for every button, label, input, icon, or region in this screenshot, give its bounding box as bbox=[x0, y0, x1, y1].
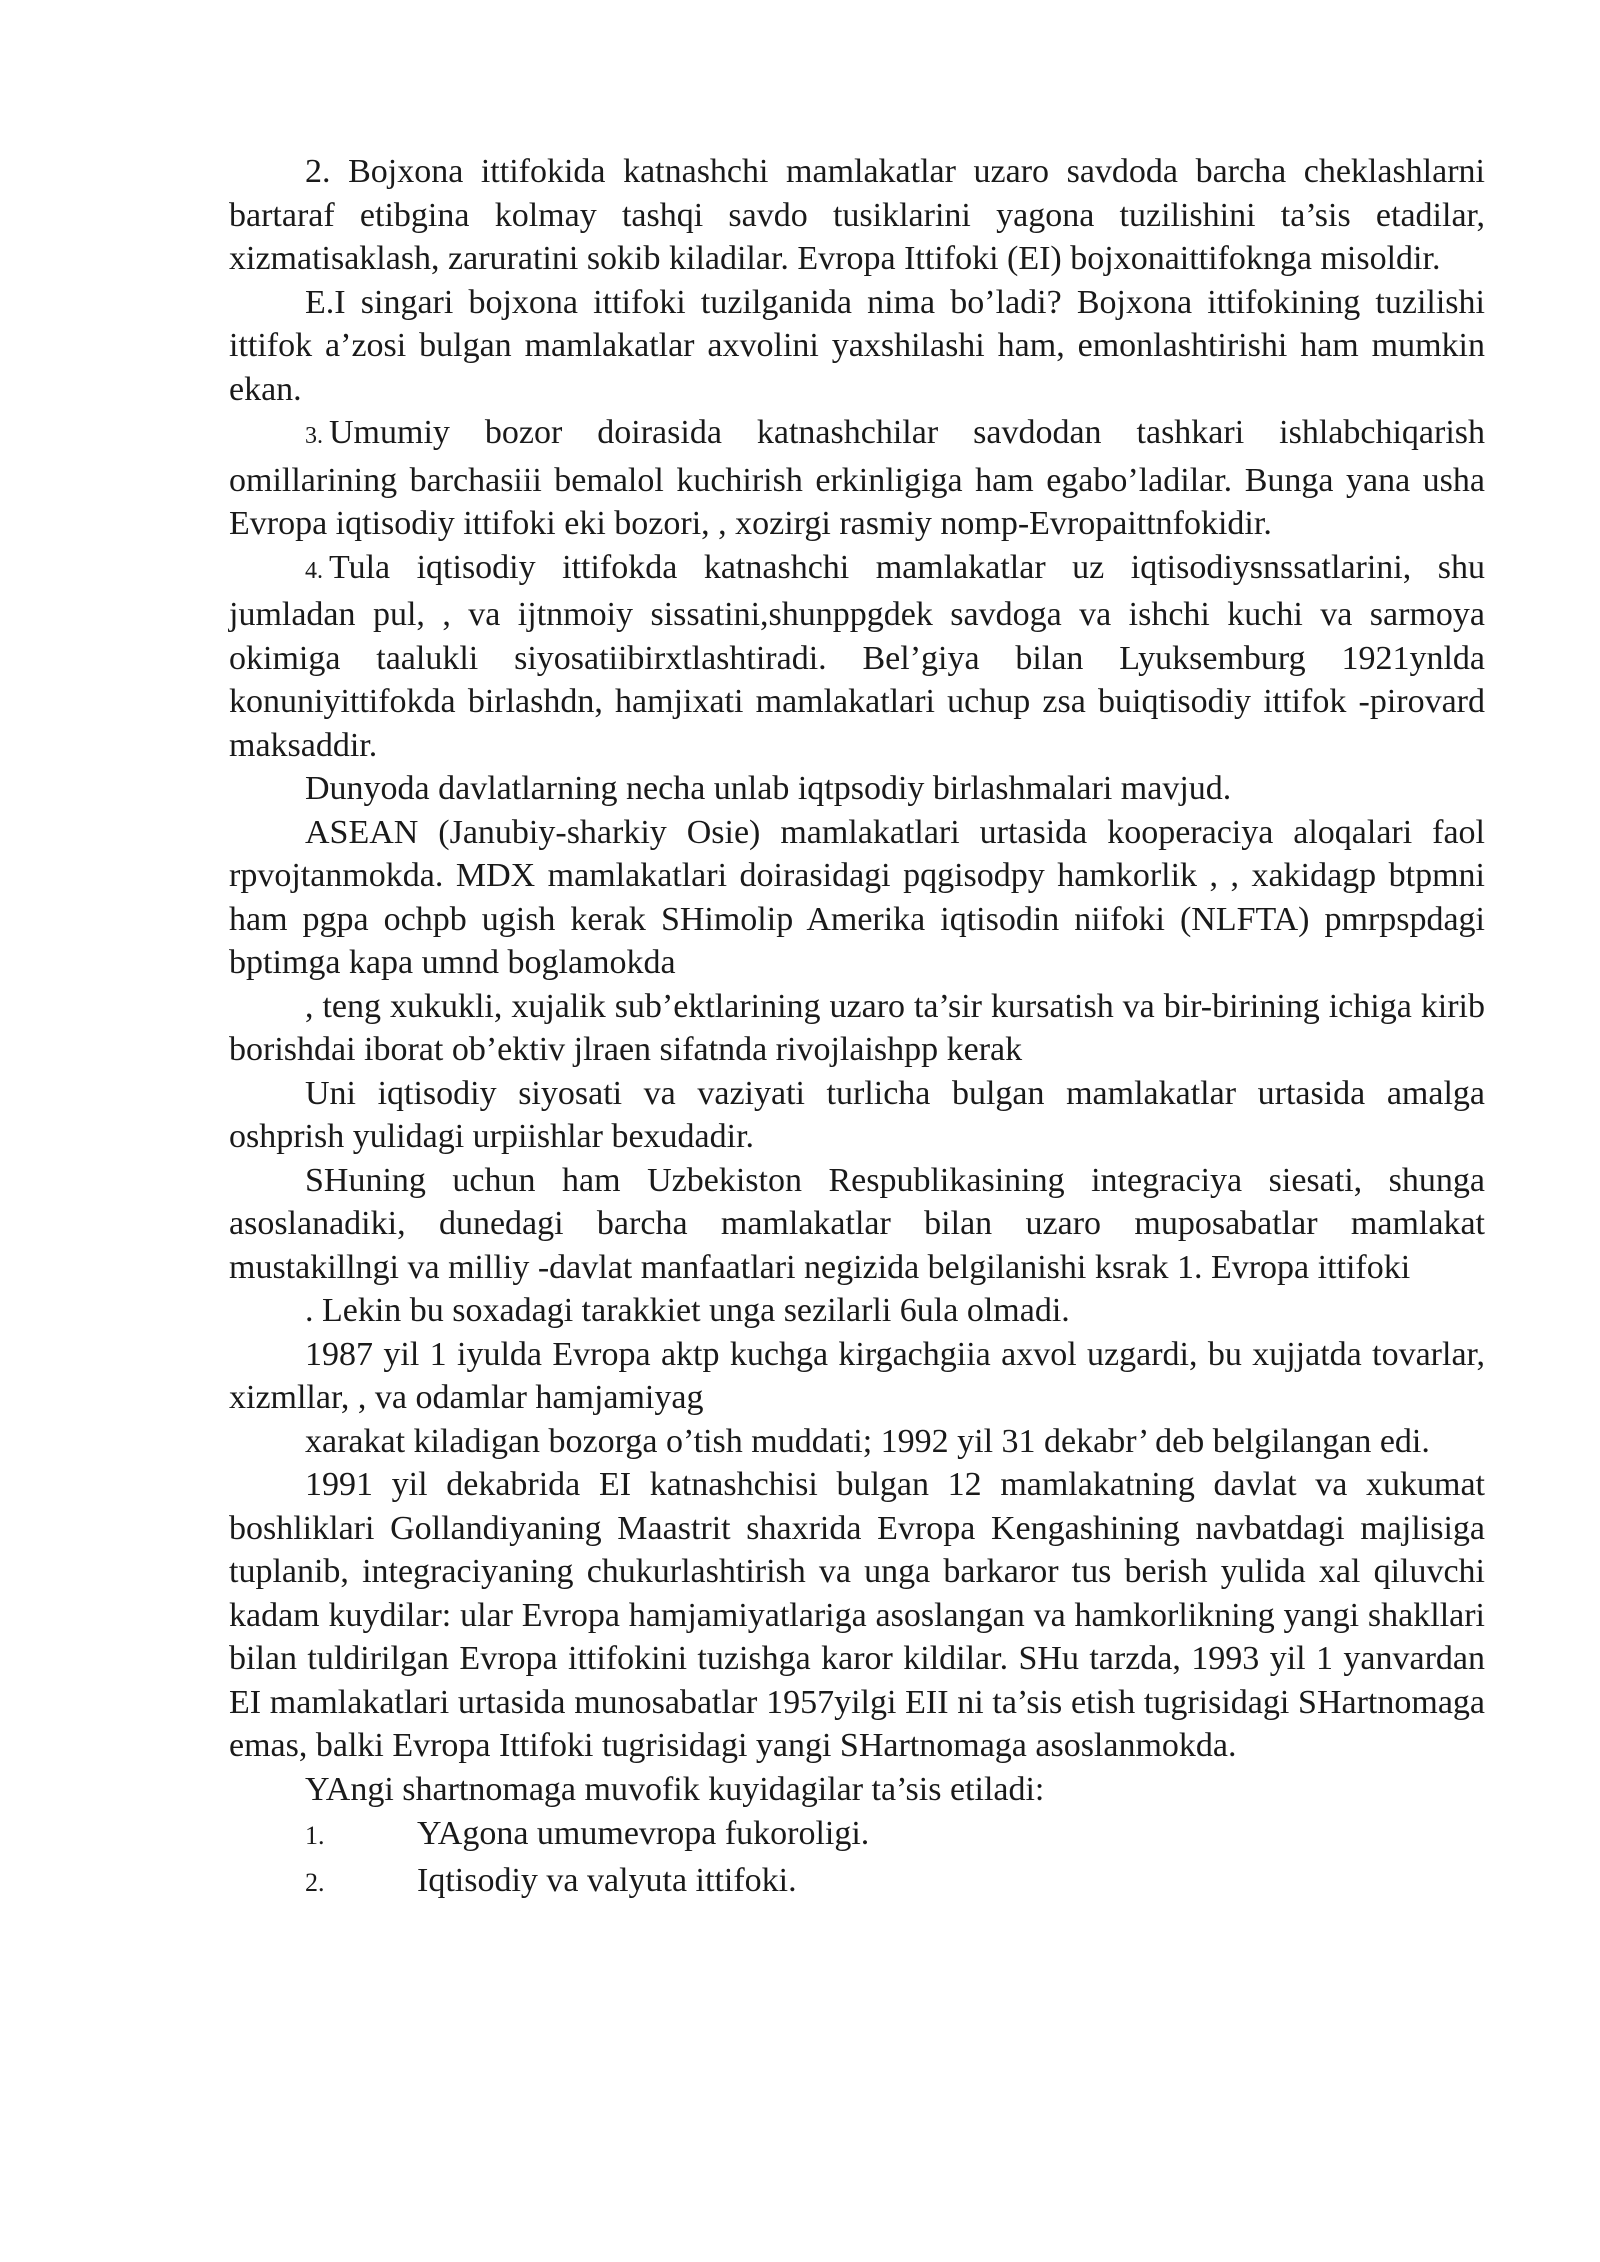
paragraph-1: 2. Bojxona ittifokida katnashchi mamlakatlar uzaro savdoda barcha cheklashlarni bartaraf etibgina kolmay tashqi savdo tusiklarini yagona tuzilishini ta’sis etadilar, xizmatisaklash, zaruratini sokib kiladilar. Evropa Ittifoki (EI) bojxonaittifokngа misoldir. bbox=[229, 153, 1485, 277]
document-page bbox=[229, 150, 1485, 1905]
paragraph-8: Uni iqtisodiy siyosati va vaziyati turlicha bulgan mamlakatlar urtasida amalga oshprish yulidagi urpiishlar bexudadir. bbox=[229, 1074, 1485, 1155]
paragraph-13: 1991 yil dekabrida EI katnashchisi bulgan 12 mamlakatning davlat va xukumat boshliklari Gollandiyaning Maastrit shaxrida Evropa Kengashining navbatdagi majlisiga tuplanib, integraciyaning chukurlashtirish va unga barkaror tus berish yulida xal qiluvchi kadam kuydilar: ular Evropa hamjamiyatlariga asoslangan va hamkorlikning yangi shakllari bilan tuldirilgan Evropa ittifokini tuzishga karor kildilar. SHu tarzda, 1993 yil 1 yanvardan EI mamlakatlari urtasida munosabatlar 1957yilgi EII ni ta’sis etish tugrisidagi SHartnomaga emas, balki Evropa Ittifoki tugrisidagi yangi SHartnomaga asoslanmokda. bbox=[229, 1466, 1485, 1764]
list-item: 2. Iqtisodiy va valyuta ittifoki. bbox=[229, 1858, 1485, 1905]
paragraph-7: , teng xukukli, xujalik sub’ektlarining uzaro ta’sir kursatish va bir-birining ichiga kirib borishdai iborat ob’ektiv jlraen sifatnda rivojlaishpp kerak bbox=[229, 987, 1485, 1068]
paragraph-number: 4. bbox=[305, 557, 323, 584]
paragraph-number: 3. bbox=[305, 423, 323, 449]
list-number: 1. bbox=[305, 1821, 325, 1850]
paragraph-9: SHuning uchun ham Uzbekiston Respublikasining integraciya siesati, shunga asoslanadiki, dunedagi barcha mamlakatlar bilan uzaro muposabatlar mamlakat mustakillngi va milliy -davlat manfaatlari negizida belgilanishi ksrak 1. Evropa ittifoki bbox=[229, 1161, 1485, 1286]
paragraph-3: 3. Umumiy bozor doirasida katnashchilar savdodan tashkari ishlabchiqarish omillarining barchasiii bemalol kuchirish erkinligiga ham egabo’ladilar. Bunga yana usha Evropa iqtisodiy ittifoki eki bozori, , xozirgi rasmiy nomp-Evropaittnfokidir. bbox=[229, 414, 1485, 542]
paragraph-4: 4. Tula iqtisodiy ittifokda katnashchi mamlakatlar uz iqtisodiysnssatlarini, shu jumladan pul, , va ijtnmoiy sissatini,shunppgdek savdoga va ishchi kuchi va sarmoya okimiga taalukli siyosatiibirxtlashtiradi. Bel’giya bilan Lyuksemburg 1921ynlda konuniyittifokda birlashdn, hamjixati mamlakatlari uchup zsa buiqtisodiy ittifok -pirovard maksaddir. bbox=[229, 548, 1485, 764]
list-item: 1. YAgona umumevropa fukoroligi. bbox=[229, 1811, 1485, 1858]
paragraph-6: ASEAN (Janubiy-sharkiy Osie) mamlakatlari urtasida kooperaciya aloqalari faol rpvojtanmokda. MDX mamlakatlari doirasidagi pqgisodpy hamkorlik , , xakidagp btpmni ham pgpa ochpb ugish kerak SHimolip Amerika iqtisodin niifoki (NLFTA) pmrpspdagi bptimga kapa umnd boglamokda bbox=[229, 813, 1485, 981]
paragraph-12: xarakat kiladigan bozorga o’tish muddati; 1992 yil 31 dekabr’ deb belgilangan edi. bbox=[305, 1422, 1430, 1460]
paragraph-5: Dunyoda davlatlarning necha unlab iqtpsodiy birlashmalari mavjud. bbox=[305, 770, 1232, 807]
list-number: 2. bbox=[305, 1868, 325, 1897]
paragraph-14: YAngi shartnomaga muvofik kuyidagilar ta’sis etiladi: bbox=[305, 1770, 1045, 1808]
paragraph-2: E.I singari bojxona ittifoki tuzilganida nima bo’ladi? Bojxona ittifokining tuzilishi ittifok a’zosi bulgan mamlakatlar axvolini yaxshilashi ham, emonlashtirishi ham mumkin ekan. bbox=[229, 283, 1485, 408]
paragraph-10: . Lekin bu soxadagi tarakkiet unga sezilarli 6ula olmadi. bbox=[305, 1292, 1070, 1329]
paragraph-11: 1987 yil 1 iyulda Evropa aktp kuchga kirgachgiia axvol uzgardi, bu xujjatda tovarlar, xizmllar, , va odamlar hamjamiyag bbox=[229, 1335, 1485, 1416]
